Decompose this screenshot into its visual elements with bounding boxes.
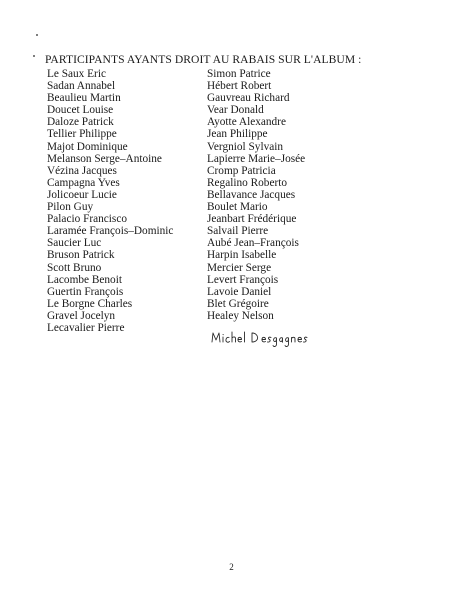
page-number: 2 [229,562,234,572]
participant-name: Gauvreau Richard [207,92,290,105]
participant-name: Le Borgne Charles [47,297,133,310]
participant-name: Levert François [207,273,279,286]
participant-name: Cromp Patricia [207,164,276,177]
participant-name: Saucier Luc [47,237,102,250]
participant-name: Hébert Robert [207,80,272,93]
participant-name: Regalino Roberto [207,176,288,189]
participant-name: Salvail Pierre [207,225,269,238]
participant-name: Vergniol Sylvain [207,140,284,153]
participant-name: Ayotte Alexandre [207,116,286,129]
participant-name: Campagna Yves [47,176,120,189]
participant-name: Majot Dominique [47,140,128,153]
participant-name: Tellier Philippe [47,128,117,141]
participant-name: Mercier Serge [207,261,272,274]
participant-name: Aubé Jean–François [207,237,299,250]
participant-name: Vear Donald [207,104,264,117]
participant-name: Scott Bruno [47,261,102,274]
list-heading: PARTICIPANTS AYANTS DROIT AU RABAIS SUR L'ALBUM : [45,53,362,66]
participant-name: Laramée François–Dominic [47,225,174,238]
participant-name: Palacio Francisco [47,213,127,226]
participant-name: Pilon Guy [47,201,94,214]
participant-name: Sadan Annabel [47,80,116,93]
participant-name: Doucet Louise [47,104,114,117]
participant-name: Vézina Jacques [47,164,117,177]
participant-name: Lacombe Benoit [47,273,122,286]
participant-name: Daloze Patrick [47,116,114,129]
participant-name: Guertin François [47,285,124,298]
scan-speck [36,34,38,36]
participant-name: Jolicoeur Lucie [47,188,117,201]
participant-name: Bruson Patrick [47,249,115,262]
participant-name: Melanson Serge–Antoine [47,152,162,165]
participant-name: Lecavalier Pierre [47,321,125,334]
participant-name: Bellavance Jacques [207,188,296,201]
participant-name: Boulet Mario [207,201,268,214]
participant-name: Lavoie Daniel [207,285,272,298]
participant-name: Simon Patrice [207,68,271,80]
scan-speck [33,55,35,57]
participant-name: Blet Grégoire [207,297,269,310]
handwritten-signature [210,328,320,350]
participant-name: Gravel Jocelyn [47,309,116,322]
participant-name: Le Saux Eric [47,68,106,80]
participant-name: Jeanbart Frédérique [207,213,297,226]
participant-name: Harpin Isabelle [207,249,277,262]
participants-left-column [47,68,173,334]
participant-name: Lapierre Marie–Josée [207,152,306,165]
participants-right-column [207,68,305,322]
participant-name: Healey Nelson [207,309,274,322]
participant-name: Jean Philippe [207,128,268,141]
participant-name: Beaulieu Martin [47,92,121,105]
